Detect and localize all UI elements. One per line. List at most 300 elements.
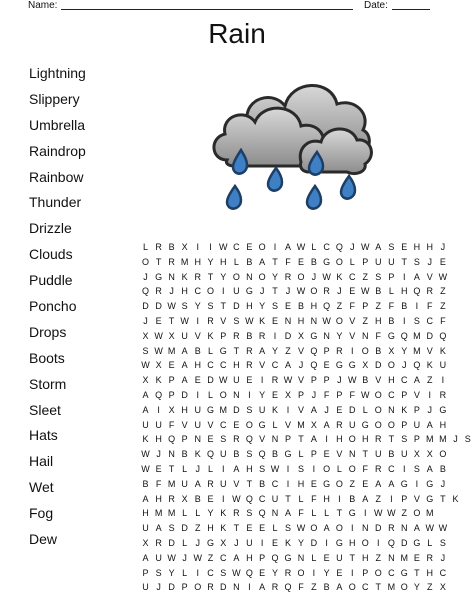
grid-cell[interactable]: J xyxy=(285,286,291,297)
grid-cell[interactable]: B xyxy=(401,301,408,312)
grid-cell[interactable]: O xyxy=(258,242,266,252)
grid-cell[interactable]: K xyxy=(439,345,446,356)
grid-cell[interactable]: X xyxy=(142,375,149,386)
grid-cell[interactable]: O xyxy=(335,523,343,534)
grid-cell[interactable]: H xyxy=(362,434,369,445)
grid-cell[interactable]: U xyxy=(194,419,201,430)
grid-cell[interactable]: F xyxy=(427,301,433,312)
grid-cell[interactable]: W xyxy=(245,315,254,326)
grid-cell[interactable]: I xyxy=(325,537,328,548)
grid-cell[interactable]: I xyxy=(209,242,212,252)
grid-cell[interactable]: G xyxy=(400,567,408,578)
grid-cell[interactable]: F xyxy=(349,301,355,312)
grid-cell[interactable]: I xyxy=(157,404,160,415)
grid-cell[interactable]: C xyxy=(271,478,279,489)
grid-cell[interactable]: P xyxy=(323,345,330,356)
grid-cell[interactable]: U xyxy=(375,449,382,460)
grid-cell[interactable]: K xyxy=(285,537,292,548)
grid-cell[interactable]: E xyxy=(310,478,317,489)
grid-cell[interactable]: C xyxy=(348,271,356,282)
grid-cell[interactable]: T xyxy=(168,463,175,474)
grid-cell[interactable]: Z xyxy=(207,552,214,563)
grid-cell[interactable]: L xyxy=(182,463,188,474)
grid-cell[interactable]: I xyxy=(338,493,341,504)
grid-cell[interactable]: G xyxy=(439,404,447,415)
grid-cell[interactable]: H xyxy=(233,360,240,371)
grid-cell[interactable]: F xyxy=(311,493,317,504)
grid-cell[interactable]: Q xyxy=(413,286,421,297)
grid-cell[interactable]: U xyxy=(375,256,382,267)
grid-cell[interactable]: W xyxy=(438,523,448,534)
grid-cell[interactable]: H xyxy=(323,493,330,504)
grid-cell[interactable]: M xyxy=(413,345,421,356)
grid-cell[interactable]: X xyxy=(181,242,188,252)
grid-cell[interactable]: P xyxy=(362,567,369,578)
grid-cell[interactable]: Y xyxy=(259,301,266,312)
grid-cell[interactable]: Z xyxy=(362,271,368,282)
grid-cell[interactable]: R xyxy=(207,478,214,489)
grid-cell[interactable]: B xyxy=(168,242,175,252)
grid-cell[interactable]: Q xyxy=(245,434,253,445)
grid-cell[interactable]: R xyxy=(233,434,240,445)
grid-cell[interactable]: Y xyxy=(271,345,278,356)
grid-cell[interactable]: R xyxy=(246,345,253,356)
grid-cell[interactable]: G xyxy=(206,537,214,548)
grid-cell[interactable]: M xyxy=(426,434,434,445)
grid-cell[interactable]: R xyxy=(155,286,162,297)
grid-cell[interactable]: P xyxy=(401,493,408,504)
grid-cell[interactable]: J xyxy=(427,256,433,267)
grid-cell[interactable]: J xyxy=(182,552,187,563)
grid-cell[interactable]: M xyxy=(297,419,305,430)
grid-cell[interactable]: W xyxy=(296,286,306,297)
grid-cell[interactable]: I xyxy=(428,389,432,400)
grid-cell[interactable]: W xyxy=(296,523,306,534)
grid-cell[interactable]: R xyxy=(207,582,214,593)
grid-cell[interactable]: W xyxy=(387,508,396,519)
grid-cell[interactable]: U xyxy=(246,537,253,548)
grid-cell[interactable]: H xyxy=(220,256,227,267)
grid-cell[interactable]: N xyxy=(194,434,201,445)
grid-cell[interactable]: I xyxy=(364,508,367,519)
grid-cell[interactable]: C xyxy=(388,389,395,400)
grid-cell[interactable]: O xyxy=(439,449,447,460)
grid-cell[interactable]: I xyxy=(415,478,419,489)
grid-cell[interactable]: G xyxy=(206,404,214,415)
grid-cell[interactable]: P xyxy=(401,389,408,400)
grid-cell[interactable]: Q xyxy=(400,330,408,341)
grid-cell[interactable]: V xyxy=(375,375,382,386)
grid-cell[interactable]: F xyxy=(362,463,368,474)
grid-cell[interactable]: G xyxy=(323,478,331,489)
grid-cell[interactable]: L xyxy=(182,508,188,519)
grid-cell[interactable]: F xyxy=(349,389,355,400)
grid-cell[interactable]: R xyxy=(271,375,279,386)
grid-cell[interactable]: M xyxy=(413,330,421,341)
grid-cell[interactable]: O xyxy=(387,360,395,371)
grid-cell[interactable]: S xyxy=(413,315,420,326)
grid-cell[interactable]: E xyxy=(155,463,162,474)
grid-cell[interactable]: V xyxy=(220,315,227,326)
grid-cell[interactable]: J xyxy=(349,242,355,252)
grid-cell[interactable]: R xyxy=(155,242,162,252)
grid-cell[interactable]: I xyxy=(402,271,406,282)
grid-cell[interactable]: B xyxy=(233,449,240,460)
grid-cell[interactable]: L xyxy=(207,345,213,356)
grid-cell[interactable]: M xyxy=(400,552,408,563)
grid-cell[interactable]: I xyxy=(286,478,290,489)
grid-cell[interactable]: G xyxy=(426,493,434,504)
grid-cell[interactable]: L xyxy=(143,242,149,252)
grid-cell[interactable]: X xyxy=(142,537,149,548)
grid-cell[interactable]: D xyxy=(168,537,175,548)
grid-cell[interactable]: W xyxy=(180,315,189,326)
grid-cell[interactable]: J xyxy=(298,360,304,371)
grid-cell[interactable]: Q xyxy=(245,493,253,504)
grid-cell[interactable]: A xyxy=(413,271,420,282)
grid-cell[interactable]: W xyxy=(154,345,163,356)
grid-cell[interactable]: M xyxy=(167,478,176,489)
grid-cell[interactable]: U xyxy=(336,552,343,563)
grid-cell[interactable]: L xyxy=(298,493,304,504)
grid-cell[interactable]: A xyxy=(310,404,317,415)
grid-cell[interactable]: A xyxy=(181,345,188,356)
grid-cell[interactable]: F xyxy=(388,301,395,312)
grid-cell[interactable]: P xyxy=(413,434,420,445)
grid-cell[interactable]: W xyxy=(193,552,202,563)
grid-cell[interactable]: O xyxy=(387,419,395,430)
grid-cell[interactable]: T xyxy=(298,434,304,445)
grid-cell[interactable]: Y xyxy=(298,537,305,548)
grid-cell[interactable]: T xyxy=(440,493,446,504)
grid-cell[interactable]: I xyxy=(260,375,264,386)
grid-cell[interactable]: W xyxy=(232,567,241,578)
grid-cell[interactable]: W xyxy=(219,375,228,386)
grid-cell[interactable]: A xyxy=(426,419,433,430)
grid-cell[interactable]: E xyxy=(271,315,278,326)
grid-cell[interactable]: W xyxy=(361,286,370,297)
grid-cell[interactable]: P xyxy=(142,567,149,578)
grid-cell[interactable]: U xyxy=(271,493,279,504)
grid-cell[interactable]: H xyxy=(181,404,188,415)
grid-cell[interactable]: E xyxy=(323,449,330,460)
grid-cell[interactable]: J xyxy=(156,582,161,593)
grid-cell[interactable]: Y xyxy=(207,508,214,519)
grid-cell[interactable]: E xyxy=(336,567,343,578)
grid-cell[interactable]: B xyxy=(271,449,278,460)
grid-cell[interactable]: A xyxy=(375,478,382,489)
grid-cell[interactable]: T xyxy=(207,271,214,282)
grid-cell[interactable]: A xyxy=(323,523,330,534)
grid-cell[interactable]: D xyxy=(375,523,382,534)
grid-cell[interactable]: U xyxy=(142,419,149,430)
grid-cell[interactable]: U xyxy=(439,360,447,371)
grid-cell[interactable]: L xyxy=(272,419,278,430)
grid-cell[interactable]: P xyxy=(362,256,369,267)
grid-cell[interactable]: V xyxy=(194,330,201,341)
grid-cell[interactable]: I xyxy=(390,493,393,504)
grid-cell[interactable]: V xyxy=(426,271,433,282)
grid-cell[interactable]: O xyxy=(310,523,318,534)
grid-cell[interactable]: E xyxy=(413,552,420,563)
grid-cell[interactable]: O xyxy=(232,271,240,282)
grid-cell[interactable]: E xyxy=(246,375,253,386)
grid-cell[interactable]: Z xyxy=(311,582,317,593)
grid-cell[interactable]: A xyxy=(426,463,433,474)
grid-cell[interactable]: N xyxy=(284,315,292,326)
grid-cell[interactable]: F xyxy=(323,389,330,400)
grid-cell[interactable]: H xyxy=(297,478,305,489)
grid-cell[interactable]: V xyxy=(336,449,343,460)
grid-cell[interactable]: J xyxy=(169,286,174,297)
grid-cell[interactable]: H xyxy=(348,537,356,548)
grid-cell[interactable]: U xyxy=(142,523,149,534)
grid-cell[interactable]: M xyxy=(439,434,447,445)
grid-cell[interactable]: C xyxy=(400,375,408,386)
grid-cell[interactable]: M xyxy=(167,508,176,519)
grid-cell[interactable]: P xyxy=(298,389,305,400)
grid-cell[interactable]: H xyxy=(375,315,382,326)
grid-cell[interactable]: Z xyxy=(349,478,355,489)
grid-cell[interactable]: H xyxy=(155,434,162,445)
grid-cell[interactable]: Y xyxy=(271,271,278,282)
grid-cell[interactable]: H xyxy=(246,301,253,312)
grid-cell[interactable]: V xyxy=(298,345,305,356)
grid-cell[interactable]: D xyxy=(181,523,188,534)
grid-cell[interactable]: E xyxy=(298,256,305,267)
grid-cell[interactable]: S xyxy=(259,463,266,474)
grid-cell[interactable]: T xyxy=(349,552,355,563)
grid-cell[interactable]: D xyxy=(142,301,149,312)
grid-cell[interactable]: U xyxy=(220,449,227,460)
grid-cell[interactable]: A xyxy=(142,493,149,504)
grid-cell[interactable]: A xyxy=(155,523,162,534)
grid-cell[interactable]: J xyxy=(195,537,200,548)
grid-cell[interactable]: K xyxy=(426,360,433,371)
grid-cell[interactable]: G xyxy=(245,286,253,297)
grid-cell[interactable]: W xyxy=(361,389,370,400)
grid-cell[interactable]: R xyxy=(336,345,343,356)
grid-cell[interactable]: V xyxy=(285,419,292,430)
grid-cell[interactable]: J xyxy=(195,463,200,474)
grid-cell[interactable]: V xyxy=(298,404,305,415)
grid-cell[interactable]: G xyxy=(361,419,369,430)
grid-cell[interactable]: N xyxy=(246,271,253,282)
grid-cell[interactable]: W xyxy=(232,493,241,504)
grid-cell[interactable]: J xyxy=(440,478,446,489)
grid-cell[interactable]: R xyxy=(336,419,343,430)
grid-cell[interactable]: P xyxy=(362,301,369,312)
grid-cell[interactable]: J xyxy=(337,286,342,297)
grid-cell[interactable]: O xyxy=(348,582,356,593)
grid-cell[interactable]: H xyxy=(336,434,343,445)
grid-cell[interactable]: B xyxy=(323,582,330,593)
grid-cell[interactable]: W xyxy=(425,523,435,534)
grid-cell[interactable]: Q xyxy=(258,449,266,460)
grid-cell[interactable]: D xyxy=(207,375,214,386)
grid-cell[interactable]: K xyxy=(220,523,227,534)
grid-cell[interactable]: J xyxy=(440,242,446,252)
grid-cell[interactable]: Z xyxy=(375,493,382,504)
grid-cell[interactable]: L xyxy=(324,508,330,519)
grid-cell[interactable]: I xyxy=(312,463,316,474)
grid-cell[interactable]: P xyxy=(310,449,317,460)
grid-cell[interactable]: K xyxy=(155,375,162,386)
grid-cell[interactable]: L xyxy=(182,537,188,548)
grid-cell[interactable]: E xyxy=(246,242,253,252)
grid-cell[interactable]: W xyxy=(167,301,176,312)
grid-cell[interactable]: A xyxy=(285,508,292,519)
grid-cell[interactable]: C xyxy=(220,552,227,563)
grid-cell[interactable]: U xyxy=(142,582,149,593)
grid-cell[interactable]: W xyxy=(322,315,331,326)
grid-cell[interactable]: D xyxy=(168,582,175,593)
grid-cell[interactable]: Y xyxy=(194,301,201,312)
grid-cell[interactable]: L xyxy=(195,508,201,519)
grid-cell[interactable]: E xyxy=(401,242,408,252)
grid-cell[interactable]: Y xyxy=(336,330,343,341)
grid-cell[interactable]: I xyxy=(196,315,199,326)
grid-cell[interactable]: C xyxy=(220,360,227,371)
grid-cell[interactable]: Q xyxy=(310,345,318,356)
grid-cell[interactable]: Y xyxy=(323,567,330,578)
grid-cell[interactable]: I xyxy=(350,567,354,578)
grid-cell[interactable]: Q xyxy=(245,567,253,578)
grid-cell[interactable]: B xyxy=(194,493,201,504)
grid-cell[interactable]: A xyxy=(142,389,149,400)
grid-cell[interactable]: N xyxy=(323,330,330,341)
grid-cell[interactable]: Z xyxy=(401,508,407,519)
grid-cell[interactable]: O xyxy=(374,419,382,430)
grid-cell[interactable]: P xyxy=(168,375,175,386)
grid-cell[interactable]: H xyxy=(310,301,318,312)
grid-cell[interactable]: A xyxy=(336,582,343,593)
grid-cell[interactable]: S xyxy=(246,449,253,460)
grid-cell[interactable]: U xyxy=(258,404,266,415)
grid-cell[interactable]: J xyxy=(440,552,446,563)
grid-cell[interactable]: R xyxy=(194,271,201,282)
grid-cell[interactable]: R xyxy=(246,360,253,371)
grid-cell[interactable]: W xyxy=(167,552,176,563)
grid-cell[interactable]: G xyxy=(335,360,343,371)
grid-cell[interactable]: B xyxy=(439,463,446,474)
grid-cell[interactable]: O xyxy=(142,256,150,267)
grid-cell[interactable]: S xyxy=(246,508,253,519)
grid-cell[interactable]: S xyxy=(233,315,240,326)
grid-cell[interactable]: A xyxy=(323,419,330,430)
grid-cell[interactable]: O xyxy=(335,315,343,326)
grid-cell[interactable]: B xyxy=(246,330,253,341)
grid-cell[interactable]: N xyxy=(271,434,279,445)
grid-cell[interactable]: B xyxy=(194,345,201,356)
grid-cell[interactable]: B xyxy=(388,315,395,326)
grid-cell[interactable]: V xyxy=(349,315,356,326)
grid-cell[interactable]: Q xyxy=(310,360,318,371)
grid-cell[interactable]: O xyxy=(348,463,356,474)
grid-cell[interactable]: U xyxy=(155,419,162,430)
grid-cell[interactable]: F xyxy=(285,256,291,267)
grid-cell[interactable]: J xyxy=(143,315,148,326)
grid-cell[interactable]: B xyxy=(388,449,395,460)
grid-cell[interactable]: Z xyxy=(362,315,368,326)
grid-cell[interactable]: X xyxy=(168,404,175,415)
grid-cell[interactable]: A xyxy=(233,552,240,563)
grid-cell[interactable]: I xyxy=(377,537,380,548)
grid-cell[interactable]: N xyxy=(388,404,395,415)
grid-cell[interactable]: X xyxy=(388,345,395,356)
grid-cell[interactable]: H xyxy=(400,286,408,297)
grid-cell[interactable]: T xyxy=(375,582,382,593)
grid-cell[interactable]: D xyxy=(233,301,240,312)
grid-cell[interactable]: E xyxy=(233,419,240,430)
grid-cell[interactable]: T xyxy=(272,256,278,267)
grid-cell[interactable]: I xyxy=(222,463,225,474)
grid-cell[interactable]: E xyxy=(285,301,292,312)
grid-cell[interactable]: I xyxy=(286,463,290,474)
grid-cell[interactable]: I xyxy=(260,537,264,548)
grid-cell[interactable]: R xyxy=(388,523,395,534)
grid-cell[interactable]: P xyxy=(181,434,188,445)
grid-cell[interactable]: V xyxy=(233,478,240,489)
grid-cell[interactable]: L xyxy=(311,552,317,563)
grid-cell[interactable]: W xyxy=(219,242,228,252)
grid-cell[interactable]: Z xyxy=(440,301,446,312)
grid-cell[interactable]: R xyxy=(426,286,434,297)
grid-cell[interactable]: W xyxy=(438,271,448,282)
grid-cell[interactable]: I xyxy=(248,389,251,400)
grid-cell[interactable]: P xyxy=(168,389,175,400)
grid-cell[interactable]: Z xyxy=(427,582,433,593)
grid-cell[interactable]: A xyxy=(142,552,149,563)
grid-cell[interactable]: R xyxy=(207,315,214,326)
grid-cell[interactable]: N xyxy=(297,552,305,563)
grid-cell[interactable]: E xyxy=(194,375,201,386)
grid-cell[interactable]: L xyxy=(272,523,278,534)
grid-cell[interactable]: B xyxy=(181,449,188,460)
grid-cell[interactable]: R xyxy=(155,537,162,548)
grid-cell[interactable]: V xyxy=(259,434,266,445)
grid-cell[interactable]: E xyxy=(323,360,330,371)
grid-cell[interactable]: J xyxy=(401,360,407,371)
grid-cell[interactable]: Q xyxy=(323,301,331,312)
grid-cell[interactable]: C xyxy=(220,419,227,430)
grid-cell[interactable]: Q xyxy=(387,537,395,548)
grid-cell[interactable]: G xyxy=(387,330,395,341)
grid-cell[interactable]: Z xyxy=(285,345,291,356)
grid-cell[interactable]: N xyxy=(310,315,318,326)
grid-cell[interactable]: O xyxy=(310,286,318,297)
grid-cell[interactable]: Q xyxy=(142,286,150,297)
grid-cell[interactable]: J xyxy=(453,434,458,445)
grid-cell[interactable]: O xyxy=(323,463,331,474)
grid-cell[interactable]: E xyxy=(336,404,343,415)
grid-cell[interactable]: P xyxy=(220,330,227,341)
grid-cell[interactable]: D xyxy=(181,389,188,400)
grid-cell[interactable]: W xyxy=(270,463,280,474)
grid-cell[interactable]: N xyxy=(168,449,175,460)
grid-cell[interactable]: A xyxy=(413,375,420,386)
grid-cell[interactable]: C xyxy=(323,242,330,252)
grid-cell[interactable]: Y xyxy=(168,567,175,578)
grid-cell[interactable]: Q xyxy=(335,242,343,252)
grid-cell[interactable]: S xyxy=(207,301,214,312)
grid-cell[interactable]: A xyxy=(375,242,382,252)
grid-cell[interactable]: D xyxy=(284,330,292,341)
grid-cell[interactable]: Q xyxy=(439,330,447,341)
grid-cell[interactable]: U xyxy=(348,419,356,430)
grid-cell[interactable]: I xyxy=(273,242,277,252)
grid-cell[interactable]: D xyxy=(375,360,382,371)
